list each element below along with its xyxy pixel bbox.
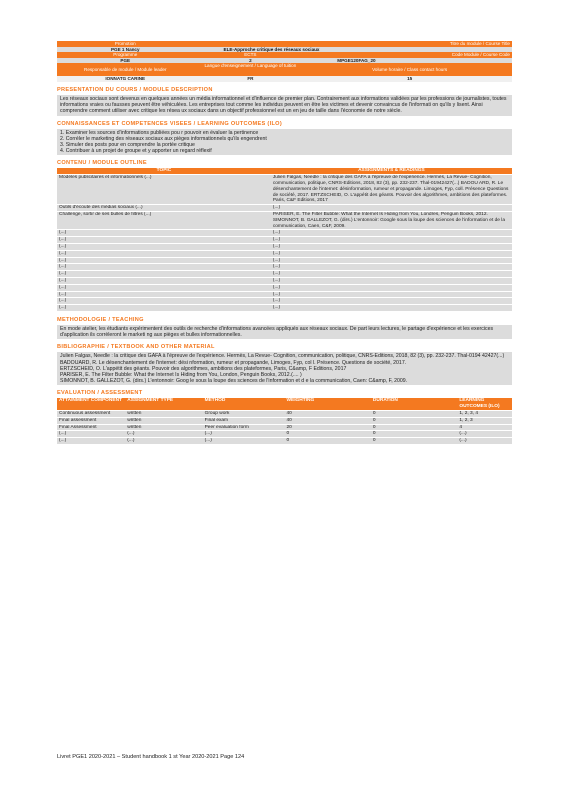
bibliography-entry: BADOUARD, R. Le désenchantement de l'internet: dési nformation, rumeur et propagande, Limoges, Fyp, col l. Présence. Questions de société, 2017. — [60, 359, 407, 366]
assessment-cell: 4 — [457, 424, 512, 431]
topic-cell: Modèles publicitaires et informationnels (...) — [57, 175, 271, 205]
assessment-cell: (...) — [125, 431, 202, 438]
responsible-value: IONNATG CARINE — [57, 76, 194, 82]
table-row — [57, 271, 512, 278]
methodology-text: En mode atelier, les étudiants expérimentent des outils de recherche d'informations avancées appliqués aux réseaux sociaux. De part leurs lectures, le partage d'expérience et les exercices d'application ils corrèleront le marketi ng aux pièges et bulles informationnelles. — [60, 325, 494, 339]
module-header-table — [57, 41, 512, 82]
table-row — [57, 305, 512, 312]
topic-header: TOPIC — [57, 168, 271, 174]
assessment-cell: Peer evaluation form — [203, 424, 285, 431]
reading-cell: Julien Falgas, Needle : la critique des GAFA à l'épreuve de l'expérience. Hermès, La Revue- Cognition, communication, politique, CNRS-Editions, 2018, 82 (3), pp. 232-237. Thal-01942427(...) BADOU ARD, R. Le désenchantement de l'internet: désinformation, rumeur et propagande. Limoges, Fyp, coll. Présence Questions de société, 2017. ERTZSCHEID, O. L'appétit des géants. Pouvoir des algorithmes, ambitions des plateformes. Paris, C&F Editions, 2017 — [271, 175, 512, 205]
page-content — [57, 41, 512, 445]
code-label: Code Module / Course Code — [307, 52, 512, 58]
reading-cell: PARISER, E. The Filter Bubble: What the Internet Is Hiding from You, Londres, Penguin Books, 2012. SIMONNOT, B. GALLEZOT, G. (dirs.) L'entonnoir: Google sous la loupe des sciences de l'information et de la communication, Caen, C&F, 2009. — [271, 211, 512, 229]
reading-header: ASSIGNMENTS & READINGS — [271, 168, 512, 174]
page-footer: Livret PGE1 2020-2021 – Student handbook 1 st Year 2020-2021 Page 124 — [57, 754, 245, 760]
bibliography-title: BIBLIOGRAPHIE / TEXTBOOK AND OTHER MATERIAL — [57, 344, 215, 351]
assessment-cell: Continuous assessment — [57, 410, 125, 417]
module-title: ELE-Approche critique des réseaux sociaux — [194, 47, 513, 53]
table-row — [57, 250, 512, 257]
assessment-cell: 1, 2, 3 — [457, 417, 512, 424]
table-row — [57, 257, 512, 264]
presentation-text: Les réseaux sociaux sont devenus en quelques années un média informationnel et d'influence de premier plan. Contrairement aux informations validées par les professions de journalistes, toutes informations vraies ou fausses peuvent être véhiculées. Les entreprises tout comme les individus peuvent en être les victimes et devenir convaincus de l'informati on qu'ils y lisent. Ainsi comprendre comment utiliser avec critique les résea ux sociaux dans un objectif professionnel est un en jeu de taille dans l'économie de notre siècle. — [60, 95, 507, 115]
reading-cell: (...) — [271, 264, 512, 271]
assessment-cell: 0 — [371, 410, 457, 417]
reading-cell: (...) — [271, 250, 512, 257]
table-row — [57, 230, 512, 237]
content-table — [57, 168, 512, 312]
outcome-item: 4. Contribuer à un projet de groupe et y apporter un regard réflexif — [60, 148, 212, 155]
assessment-cell: written — [125, 410, 202, 417]
topic-cell: (...) — [57, 257, 271, 264]
topic-cell: (...) — [57, 284, 271, 291]
promotion-value: PGE 1 Nancy — [57, 47, 194, 53]
code-value: MPGE120FAG_20 — [307, 58, 512, 64]
assessment-header: LEARNING OUTCOMES (ILO) — [457, 398, 512, 410]
outcome-item: 3. Simuler des posts pour en comprendre la portée critique — [60, 141, 195, 148]
assessment-cell: 40 — [284, 410, 370, 417]
assessment-cell: (...) — [125, 438, 202, 445]
assessment-cell: (...) — [203, 438, 285, 445]
table-row — [57, 277, 512, 284]
outcome-item: 2. Corréler le marketing des réseaux sociaux aux pièges informationnels qu'ils engendrent — [60, 135, 267, 142]
assessment-cell: 0 — [284, 438, 370, 445]
evaluation-title: EVALUATION / ASSESSMENT — [57, 390, 143, 397]
table-row — [57, 298, 512, 305]
topic-cell: (...) — [57, 250, 271, 257]
assessment-cell: 0 — [371, 431, 457, 438]
table-row — [57, 237, 512, 244]
reading-cell: (...) — [271, 271, 512, 278]
assessment-cell: 1, 2, 3, 4 — [457, 410, 512, 417]
language-value: FR — [194, 76, 308, 82]
topic-cell: (...) — [57, 271, 271, 278]
reading-cell: (...) — [271, 291, 512, 298]
volume-label: Volume horaire / Class contact hours — [307, 63, 512, 76]
topic-cell: (...) — [57, 277, 271, 284]
table-row — [57, 424, 512, 431]
assessment-cell: 0 — [284, 431, 370, 438]
language-label: Langue d'enseignement / Language of tuition — [194, 63, 308, 76]
assessment-cell: written — [125, 424, 202, 431]
table-row — [57, 417, 512, 424]
bibliography-entry: Julien Falgas, Needle : la critique des GAFA à l'épreuve de l'expérience. Hermès, La Revue- Cognition, communication, politique, CNRS-Editions, 2018, 82 (3), pp. 232-237. Thal-0194 42427(...) — [60, 353, 505, 360]
bibliography-entry: PARISER, E. The Filter Bubble: What the Internet Is Hiding from You, London, Penguin Books, 2012.(.... ) — [60, 371, 302, 378]
table-row — [57, 410, 512, 417]
methodology-body — [57, 325, 512, 339]
reading-cell: (...) — [271, 257, 512, 264]
assessment-cell: (...) — [457, 438, 512, 445]
presentation-body — [57, 95, 512, 116]
bibliography-body — [57, 352, 512, 385]
table-row — [57, 438, 512, 445]
table-row — [57, 211, 512, 229]
assessment-cell: 0 — [371, 424, 457, 431]
content-title: CONTENU / MODULE OUTLINE — [57, 160, 147, 167]
outcomes-title: CONNAISSANCES ET COMPETENCES VISEES / LEARNING OUTCOMES (ILO) — [57, 120, 282, 127]
assessment-header: DURATION — [371, 398, 457, 410]
assessment-cell: (...) — [57, 431, 125, 438]
volume-value: 15 — [307, 76, 512, 82]
reading-cell: (...) — [271, 205, 512, 212]
table-row — [57, 431, 512, 438]
assessment-cell: Final assessment — [57, 417, 125, 424]
table-row — [57, 175, 512, 205]
reading-cell: (...) — [271, 230, 512, 237]
bibliography-entry: SIMONNOT, B. GALLEZOT, G. (dirs.) L'entonnoir: Goog le sous la loupe des sciences de l'information et d e la communication, Caen: C&amp, F, 2009. — [60, 378, 408, 385]
title-label: Titre du module / Course Title — [194, 41, 513, 47]
topic-cell: (...) — [57, 291, 271, 298]
table-row — [57, 264, 512, 271]
assessment-cell: 0 — [371, 417, 457, 424]
table-row — [57, 284, 512, 291]
reading-cell: (...) — [271, 305, 512, 312]
ects-value: 2 — [194, 58, 308, 64]
reading-cell: (...) — [271, 298, 512, 305]
topic-cell: Challenge, sortir de ses bulles de filtres (...) — [57, 211, 271, 229]
topic-cell: (...) — [57, 243, 271, 250]
assessment-cell: Final exam — [203, 417, 285, 424]
reading-cell: (...) — [271, 277, 512, 284]
bibliography-entry: ERTZSCHEID, O. L'appétit des géants. Pouvoir des algorithmes, ambitions des plateformes, Paris, C&amp, F Editions, 2017 — [60, 365, 347, 372]
topic-cell: (...) — [57, 264, 271, 271]
reading-cell: (...) — [271, 243, 512, 250]
topic-cell: (...) — [57, 298, 271, 305]
assessment-header: ASSIGNMENT TYPE — [125, 398, 202, 410]
topic-cell: (...) — [57, 305, 271, 312]
table-row — [57, 291, 512, 298]
assessment-table — [57, 398, 512, 445]
promotion-label: Promotion — [57, 41, 194, 47]
reading-cell: (...) — [271, 237, 512, 244]
assessment-cell: 0 — [371, 438, 457, 445]
assessment-cell: 20 — [284, 424, 370, 431]
assessment-header: ATTAINMENT COMPONENT — [57, 398, 125, 410]
assessment-cell: 40 — [284, 417, 370, 424]
table-row — [57, 243, 512, 250]
reading-cell: (...) — [271, 284, 512, 291]
programme-value: PGE — [57, 58, 194, 64]
assessment-header: METHOD — [203, 398, 285, 410]
ects-label: ECTS — [194, 52, 308, 58]
assessment-cell: (...) — [457, 431, 512, 438]
assessment-cell: Group work — [203, 410, 285, 417]
table-row — [57, 205, 512, 212]
topic-cell: Outils d'écoute des médias sociaux (...) — [57, 205, 271, 212]
assessment-cell: written — [125, 417, 202, 424]
assessment-cell: (...) — [57, 438, 125, 445]
responsible-label: Responsable de module / Module leader — [57, 63, 194, 76]
topic-cell: (...) — [57, 237, 271, 244]
programme-label: Programme — [57, 52, 194, 58]
assessment-header: WEIGHTING — [284, 398, 370, 410]
methodology-title: METHODOLOGIE / TEACHING — [57, 316, 144, 323]
assessment-cell: (...) — [203, 431, 285, 438]
presentation-title: PRESENTATION DU COURS / MODULE DESCRIPTION — [57, 86, 213, 93]
outcome-item: 1. Examiner les sources d'informations publiées pou r pouvoir en évaluer la pertinence — [60, 129, 259, 136]
outcomes-body — [57, 129, 512, 156]
topic-cell: (...) — [57, 230, 271, 237]
assessment-cell: Final Assessment — [57, 424, 125, 431]
